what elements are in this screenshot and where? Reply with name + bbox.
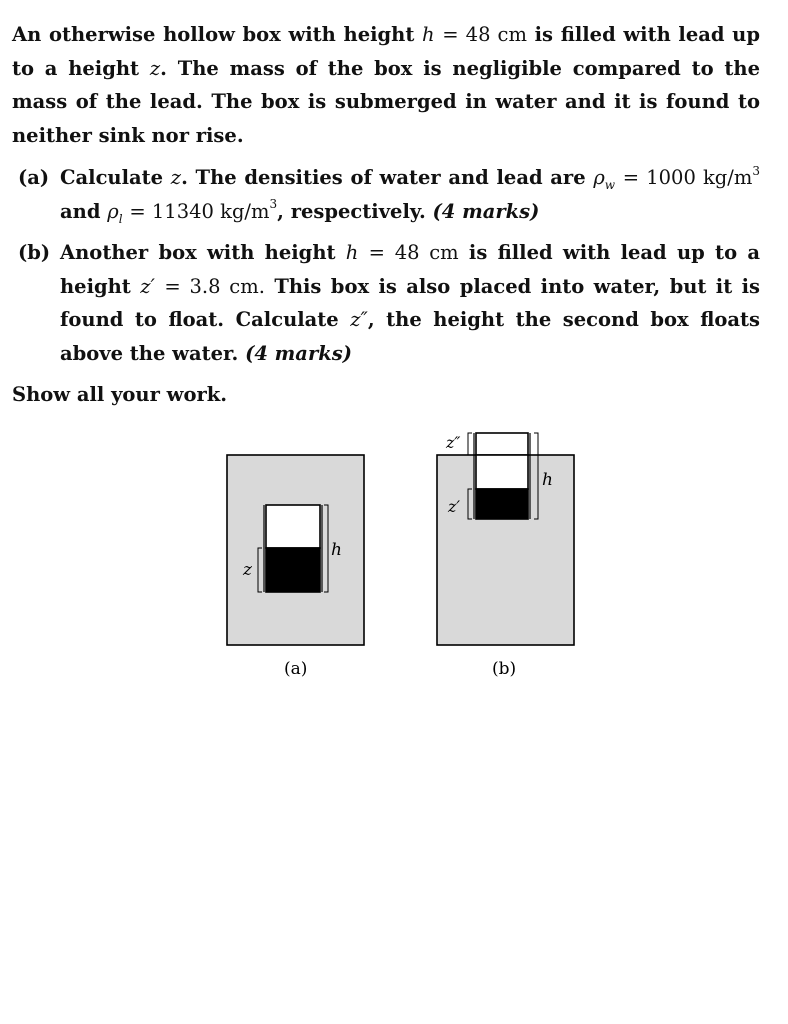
z-prime-label-b: z′ [448, 497, 461, 516]
part-a-marks: (4 marks) [432, 199, 540, 223]
figure-b-caption: (b) [492, 659, 517, 679]
above-water-portion-b [476, 433, 528, 455]
symbol-h: h [422, 23, 435, 46]
figure-b [437, 433, 574, 679]
intro-text-2: is filled with lead up to a height [12, 23, 760, 80]
part-a-text-4: , respectively. [277, 199, 426, 223]
height-value: = 48 cm [368, 241, 459, 264]
empty-portion-a [266, 505, 320, 548]
part-b-label: (b) [18, 241, 51, 264]
footer-text: Show all your work. [12, 383, 228, 406]
part-a-text-3: and [60, 199, 101, 223]
z-label-a: z [243, 560, 252, 580]
figure-a-caption: (a) [284, 659, 308, 679]
part-b-text-3: This box is also placed into water, but it is found to float. Calculate [60, 274, 760, 331]
lead-fill-b [476, 489, 528, 519]
part-b-text-2: is filled with lead up to a height [60, 241, 760, 298]
lead-density-value: = 11340 kg/m [129, 199, 270, 223]
part-a-text-1: Calculate [60, 166, 164, 189]
height-value: = 48 cm [442, 23, 527, 46]
part-b-text-1: Another box with height [60, 241, 336, 264]
intro-text-1: An otherwise hollow box with height [12, 23, 415, 46]
part-b-marks: (4 marks) [245, 341, 352, 365]
z-double-prime-bracket-b [468, 433, 472, 455]
figure-a [227, 455, 364, 679]
h-label-a: h [331, 540, 342, 560]
lead-fill-a [266, 548, 320, 592]
symbol-z: z [170, 166, 182, 189]
subscript-w: w [604, 177, 616, 192]
symbol-z-prime: z′ [140, 274, 155, 298]
water-density-value: = 1000 kg/m [622, 166, 753, 189]
symbol-rho-l: ρ [107, 199, 119, 223]
lead-height-value: = 3.8 cm. [164, 274, 265, 298]
part-a-text-2: . The densities of water and lead are [181, 166, 586, 189]
h-label-b: h [542, 470, 553, 490]
z-double-prime-label-b: z″ [446, 433, 461, 452]
intro-text-3: . The mass of the box is negligible compared to the mass of the lead. The box is submerged in water and it is found to neither sink nor rise. [12, 56, 760, 147]
symbol-rho-w: ρ [593, 166, 605, 189]
symbol-z-double-prime: z″ [350, 308, 368, 331]
part-b-text-4: , the height the second box floats above the water. [60, 308, 761, 365]
exponent-3: 3 [269, 197, 278, 211]
part-a-label: (a) [18, 166, 50, 189]
subscript-l: l [118, 211, 123, 226]
symbol-h: h [345, 241, 359, 264]
empty-portion-b [476, 455, 528, 489]
symbol-z: z [149, 56, 161, 80]
exponent-3: 3 [752, 163, 760, 178]
